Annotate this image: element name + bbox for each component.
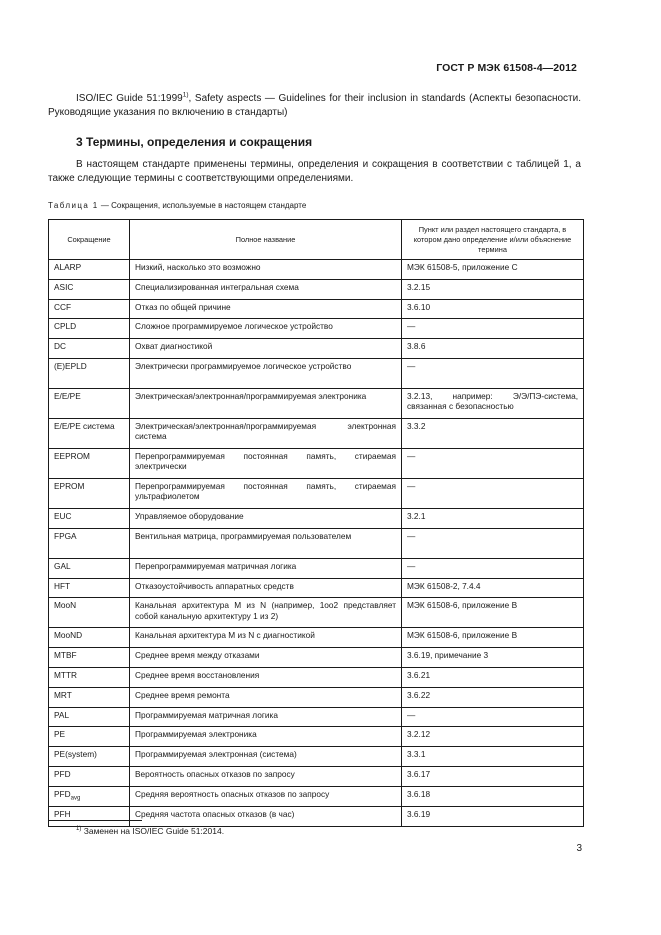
clause-cell: 3.6.22 bbox=[402, 687, 584, 707]
clause-cell: — bbox=[402, 528, 584, 558]
table-row bbox=[49, 388, 584, 418]
section-heading: 3 Термины, определения и сокращения bbox=[76, 135, 313, 149]
full-name-cell: Отказ по общей причине bbox=[130, 299, 402, 319]
footnote-mark: 1) bbox=[76, 826, 82, 833]
abbreviation-cell bbox=[49, 528, 130, 558]
clause-cell: 3.2.13, например: Э/Э/ПЭ-система, связанная с безопасностью bbox=[402, 388, 584, 418]
footnote-divider bbox=[48, 820, 142, 821]
clause-cell: МЭК 61508-6, приложение B bbox=[402, 628, 584, 648]
full-name-cell: Электрическая/электронная/программируемая электронная система bbox=[130, 418, 402, 448]
full-name-cell: Среднее время между отказами bbox=[130, 648, 402, 668]
abbreviation-text: MooND bbox=[54, 630, 83, 641]
table-row bbox=[49, 299, 584, 319]
clause-cell: 3.2.12 bbox=[402, 727, 584, 747]
table-row bbox=[49, 648, 584, 668]
abbreviation-text: FPGA bbox=[54, 530, 77, 541]
clause-cell: 3.6.10 bbox=[402, 299, 584, 319]
table-row bbox=[49, 508, 584, 528]
abbreviation-text: EEPROM bbox=[54, 450, 90, 461]
abbreviation-text: MTBF bbox=[54, 650, 77, 661]
abbreviation-text: PE(system) bbox=[54, 749, 97, 760]
abbreviation-text: CPLD bbox=[54, 321, 77, 332]
table-row bbox=[49, 279, 584, 299]
abbreviation-cell bbox=[49, 388, 130, 418]
abbreviation-cell bbox=[49, 727, 130, 747]
abbreviation-text: DC bbox=[54, 341, 66, 352]
standard-code-header: ГОСТ Р МЭК 61508-4—2012 bbox=[436, 62, 577, 74]
abbreviation-text: PE bbox=[54, 729, 66, 740]
header-full-name: Полное название bbox=[130, 220, 402, 260]
table-row bbox=[49, 260, 584, 280]
abbreviation-cell bbox=[49, 279, 130, 299]
full-name-cell: Перепрограммируемая постоянная память, стираемая электрически bbox=[130, 448, 402, 478]
table-row bbox=[49, 806, 584, 826]
abbreviation-text: PFD bbox=[54, 788, 71, 799]
clause-cell: — bbox=[402, 478, 584, 508]
abbreviation-text: PFD bbox=[54, 768, 71, 779]
abbreviation-cell bbox=[49, 766, 130, 786]
clause-cell: 3.6.18 bbox=[402, 786, 584, 806]
table-caption-label: Таблица 1 bbox=[48, 201, 99, 210]
table-row bbox=[49, 578, 584, 598]
clause-cell: 3.6.19, примечание 3 bbox=[402, 648, 584, 668]
full-name-cell: Отказоустойчивость аппаратных средств bbox=[130, 578, 402, 598]
full-name-cell: Средняя вероятность опасных отказов по запросу bbox=[130, 786, 402, 806]
abbreviations-table bbox=[48, 219, 584, 827]
clause-cell: — bbox=[402, 319, 584, 339]
clause-cell: — bbox=[402, 558, 584, 578]
reference-paragraph bbox=[48, 92, 581, 120]
abbreviation-text: PFH bbox=[54, 808, 71, 819]
abbreviation-cell bbox=[49, 578, 130, 598]
full-name-cell: Вентильная матрица, программируемая пользователем bbox=[130, 528, 402, 558]
abbreviation-cell bbox=[49, 299, 130, 319]
full-name-cell: Канальная архитектура M из N (например, 1oo2 представляет собой канальную архитектуру 1 из 2) bbox=[130, 598, 402, 628]
header-clause: Пункт или раздел настоящего стандарта, в котором дано определение и/или объяснение термина bbox=[402, 220, 584, 260]
table-row bbox=[49, 687, 584, 707]
reference-description: , Safety aspects — Guidelines for their inclusion in standards (Аспекты безопасности. Руководящие указания по включению в стандарты) bbox=[48, 93, 581, 118]
table-row bbox=[49, 558, 584, 578]
abbreviation-text: HFT bbox=[54, 580, 71, 591]
abbreviation-cell bbox=[49, 628, 130, 648]
full-name-cell: Перепрограммируемая матричная логика bbox=[130, 558, 402, 578]
table-row bbox=[49, 628, 584, 648]
clause-cell: 3.6.21 bbox=[402, 667, 584, 687]
abbreviation-cell bbox=[49, 687, 130, 707]
clause-cell: — bbox=[402, 448, 584, 478]
full-name-cell: Средняя частота опасных отказов (в час) bbox=[130, 806, 402, 826]
full-name-cell: Среднее время восстановления bbox=[130, 667, 402, 687]
abbreviation-text: EUC bbox=[54, 510, 72, 521]
table-row bbox=[49, 339, 584, 359]
header-abbreviation: Сокращение bbox=[49, 220, 130, 260]
clause-cell: 3.8.6 bbox=[402, 339, 584, 359]
intro-paragraph: В настоящем стандарте применены термины, определения и сокращения в соответствии с таблицей 1, а также следующие термины с соответствующими определениями. bbox=[48, 159, 581, 184]
abbreviation-text: EPROM bbox=[54, 480, 85, 491]
full-name-cell: Программируемая электроника bbox=[130, 727, 402, 747]
full-name-cell: Среднее время ремонта bbox=[130, 687, 402, 707]
page-number: 3 bbox=[576, 843, 582, 854]
table-row bbox=[49, 319, 584, 339]
table-row bbox=[49, 448, 584, 478]
footnote-text: Заменен на ISO/IEC Guide 51:2014. bbox=[81, 826, 225, 836]
abbreviation-cell bbox=[49, 418, 130, 448]
clause-cell: — bbox=[402, 707, 584, 727]
abbreviation-cell bbox=[49, 508, 130, 528]
abbreviation-cell bbox=[49, 707, 130, 727]
table-row bbox=[49, 358, 584, 388]
table-row bbox=[49, 747, 584, 767]
clause-cell: МЭК 61508-6, приложение B bbox=[402, 598, 584, 628]
clause-cell: 3.2.1 bbox=[402, 508, 584, 528]
clause-cell: — bbox=[402, 358, 584, 388]
abbreviation-text: ASIC bbox=[54, 281, 74, 292]
clause-cell: 3.6.17 bbox=[402, 766, 584, 786]
abbreviation-cell bbox=[49, 358, 130, 388]
abbreviation-text: E/E/PE bbox=[54, 390, 81, 401]
full-name-cell: Вероятность опасных отказов по запросу bbox=[130, 766, 402, 786]
full-name-cell: Охват диагностикой bbox=[130, 339, 402, 359]
table-row bbox=[49, 418, 584, 448]
clause-cell: МЭК 61508-5, приложение C bbox=[402, 260, 584, 280]
footnote-marker: 1) bbox=[182, 91, 189, 99]
abbreviation-cell bbox=[49, 667, 130, 687]
table-row bbox=[49, 766, 584, 786]
table-row bbox=[49, 598, 584, 628]
full-name-cell: Канальная архитектура M из N с диагностикой bbox=[130, 628, 402, 648]
table-row bbox=[49, 707, 584, 727]
abbreviation-text: PAL bbox=[54, 709, 70, 720]
full-name-cell: Низкий, насколько это возможно bbox=[130, 260, 402, 280]
full-name-cell: Управляемое оборудование bbox=[130, 508, 402, 528]
clause-cell: МЭК 61508-2, 7.4.4 bbox=[402, 578, 584, 598]
abbreviation-cell bbox=[49, 747, 130, 767]
abbreviation-cell bbox=[49, 319, 130, 339]
full-name-cell: Электрическая/электронная/программируемая электроника bbox=[130, 388, 402, 418]
abbreviation-text: ALARP bbox=[54, 262, 82, 272]
table-header-row bbox=[49, 220, 584, 260]
abbreviation-text: E/E/PE система bbox=[54, 420, 115, 431]
abbreviation-subscript: avg bbox=[70, 795, 81, 802]
clause-cell: 3.3.2 bbox=[402, 418, 584, 448]
abbreviation-text: CCF bbox=[54, 301, 72, 312]
full-name-cell: Перепрограммируемая постоянная память, стираемая ультрафиолетом bbox=[130, 478, 402, 508]
table-row bbox=[49, 528, 584, 558]
reference-title: ISO/IEC Guide 51:1999 bbox=[76, 93, 183, 104]
abbreviation-cell bbox=[49, 448, 130, 478]
abbreviation-cell bbox=[49, 478, 130, 508]
full-name-cell: Электрически программируемое логическое устройство bbox=[130, 358, 402, 388]
full-name-cell: Специализированная интегральная схема bbox=[130, 279, 402, 299]
table-row bbox=[49, 478, 584, 508]
abbreviation-text: MTTR bbox=[54, 669, 78, 680]
abbreviation-text: MooN bbox=[54, 600, 77, 611]
table-row bbox=[49, 786, 584, 806]
full-name-cell: Программируемая электронная (система) bbox=[130, 747, 402, 767]
full-name-cell: Программируемая матричная логика bbox=[130, 707, 402, 727]
abbreviation-cell bbox=[49, 786, 130, 806]
abbreviation-cell bbox=[49, 806, 130, 826]
table-row bbox=[49, 727, 584, 747]
abbreviation-cell bbox=[49, 260, 130, 280]
abbreviation-text: GAL bbox=[54, 560, 71, 571]
abbreviation-cell bbox=[49, 598, 130, 628]
table-caption-text: — Сокращения, используемые в настоящем стандарте bbox=[98, 201, 307, 210]
abbreviation-text: (E)EPLD bbox=[54, 360, 87, 371]
footnote bbox=[76, 826, 224, 836]
full-name-cell: Сложное программируемое логическое устройство bbox=[130, 319, 402, 339]
table-row bbox=[49, 667, 584, 687]
clause-cell: 3.3.1 bbox=[402, 747, 584, 767]
abbreviation-cell bbox=[49, 558, 130, 578]
clause-cell: 3.6.19 bbox=[402, 806, 584, 826]
abbreviation-text: MRT bbox=[54, 689, 72, 700]
table-caption bbox=[48, 201, 306, 210]
clause-cell: 3.2.15 bbox=[402, 279, 584, 299]
abbreviation-cell bbox=[49, 339, 130, 359]
abbreviation-cell bbox=[49, 648, 130, 668]
